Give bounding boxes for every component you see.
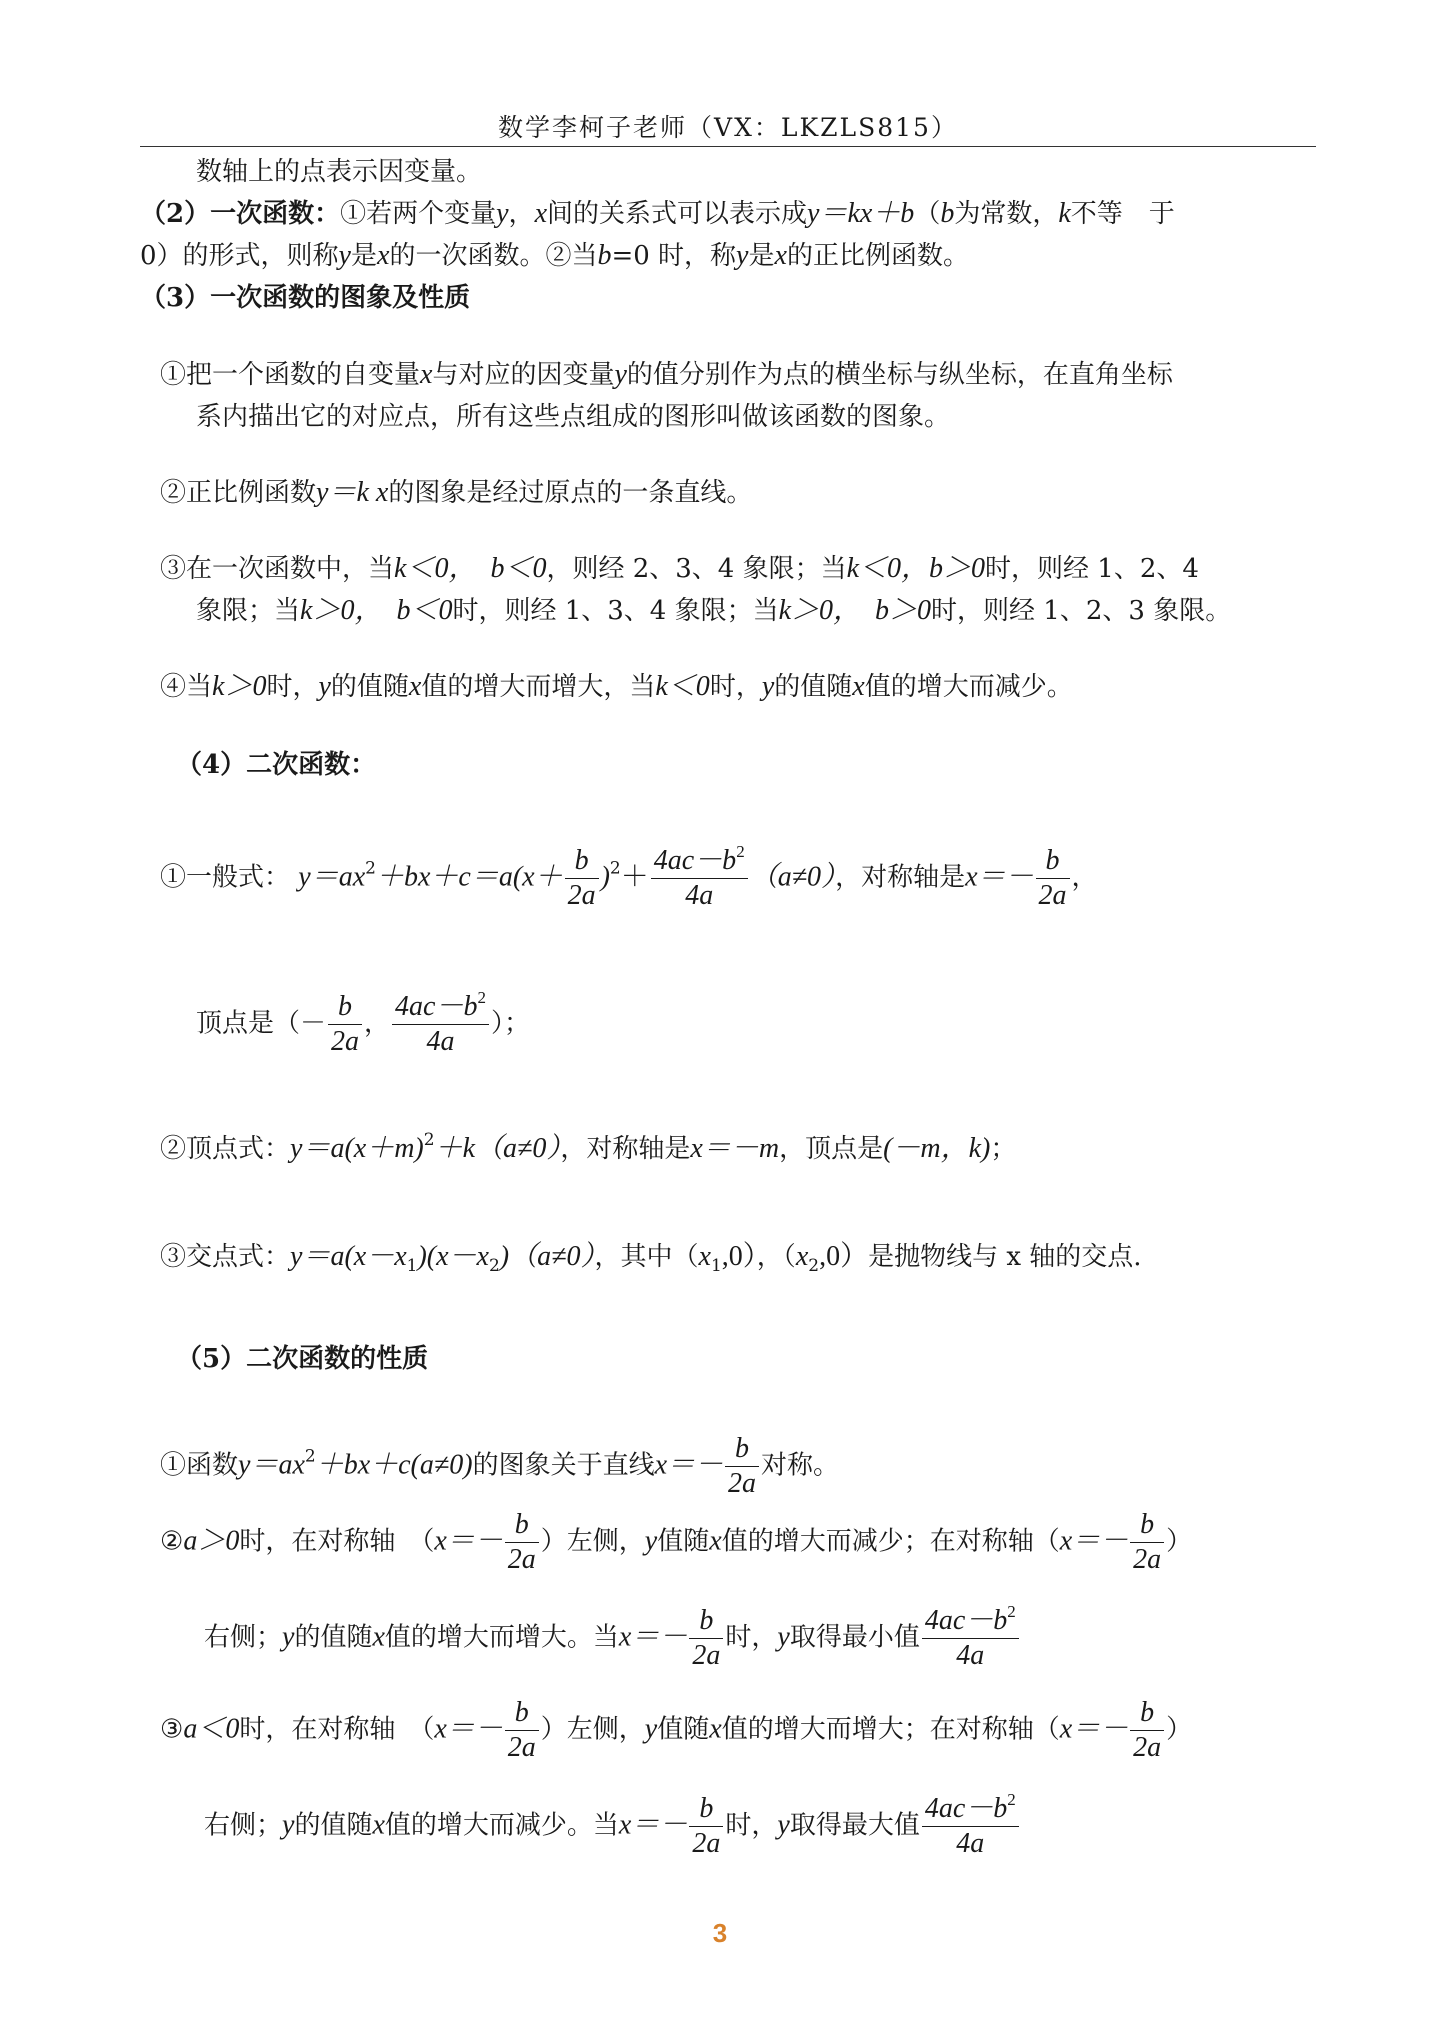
fraction: $\frac{4ac-b^2}{4a}$ [392, 990, 489, 1059]
fraction: $\frac{b}{2a}$ [328, 990, 362, 1059]
page-number: 3 [712, 1918, 728, 1948]
fraction: $\frac{b}{2a}$ [1130, 1696, 1164, 1765]
paragraph-s3-p1-l2: 系内描出它的对应点，所有这些点组成的图形叫做该函数的图象。 [196, 402, 951, 432]
paragraph-s3-p2: ②正比例函数y＝k x的图象是经过原点的一条直线。 [160, 477, 753, 508]
paragraph-s5-p2-l2: 右侧；y的值随x值的增大而增大。当x＝－ $\frac{b}{2a}$ 时，y取得最小值 $\frac{4ac-b^2}{4a}$ [204, 1604, 1021, 1673]
paragraph-s2-l1: （2）一次函数：①若两个变量y，x间的关系式可以表示成y＝kx＋b（b为常数，k不等 于 [140, 198, 1175, 229]
fraction: $\frac{b}{2a}$ [505, 1508, 539, 1577]
paragraph-s3-p1: ①把一个函数的自变量x与对应的因变量y的值分别作为点的横坐标与纵坐标，在直角坐标 [160, 359, 1173, 390]
paragraph-s5-p2-l1: ②a＞0时，在对称轴 （x＝－ $\frac{b}{2a}$ ）左侧，y值随x值的增大而减少；在对称轴（x＝－ $\frac{b}{2a}$ ） [160, 1509, 1193, 1575]
paragraph-s5-p3-l1: ③a＜0时，在对称轴 （x＝－ $\frac{b}{2a}$ ）左侧，y值随x值的增大而增大；在对称轴（x＝－ $\frac{b}{2a}$ ） [160, 1697, 1193, 1763]
formula-vertex-form: ②顶点式：$y=a(x+m)^2+k(a\ne 0)$，对称轴是x＝－m，顶点是(－m，k)； [160, 1130, 1017, 1164]
paragraph-s5-p1: ①函数$y=ax^2+bx+c(a\ne 0)$的图象关于直线x＝－ $\frac{b}{2a}$ 对称。 [160, 1433, 840, 1499]
section-heading: （3）一次函数的图象及性质 [140, 283, 471, 313]
fraction: $\frac{b}{2a}$ [725, 1432, 759, 1501]
formula-general-form: ①一般式： $y=ax^2+bx+c=a(x+$ $\frac{b}{2a}$ )$^2$＋ $\frac{4ac-b^2}{4a}$ （a≠0），对称轴是x＝－ $\frac{b}{2a}$ ， [160, 842, 1098, 911]
section-heading: （2）一次函数： [140, 199, 341, 229]
vertex-line: 顶点是（－ $\frac{b}{2a}$ ， $\frac{4ac-b^2}{4a}$ ）； [196, 988, 530, 1057]
page-header: 数学李柯子老师（VX：LKZLS815） [140, 108, 1316, 147]
fraction: $\frac{b}{2a}$ [1036, 844, 1070, 913]
paragraph-s3-p4: ④当k＞0时，y的值随x值的增大而增大，当k＜0时，y的值随x值的增大而减少。 [160, 671, 1073, 702]
formula: y＝k x [316, 477, 389, 508]
formula: y＝kx＋b [807, 198, 915, 229]
fraction: $\frac{b}{2a}$ [565, 844, 599, 913]
fraction: $\frac{4ac-b^2}{4a}$ [922, 1792, 1019, 1861]
text-line: 数轴上的点表示因变量。 [196, 157, 483, 187]
fraction: $\frac{4ac-b^2}{4a}$ [922, 1604, 1019, 1673]
section-heading: （5）二次函数的性质 [176, 1344, 429, 1374]
fraction: $\frac{4ac-b^2}{4a}$ [651, 844, 748, 913]
section-heading: （4）二次函数： [176, 750, 377, 780]
paragraph-s2-l2: 0）的形式，则称y是x的一次函数。②当b=0 时，称y是x的正比例函数。 [140, 240, 969, 271]
paragraph-s5-p3-l2: 右侧；y的值随x值的增大而减少。当x＝－ $\frac{b}{2a}$ 时，y取得最大值 $\frac{4ac-b^2}{4a}$ [204, 1792, 1021, 1861]
fraction: $\frac{b}{2a}$ [1130, 1508, 1164, 1577]
fraction: $\frac{b}{2a}$ [689, 1792, 723, 1861]
fraction: $\frac{b}{2a}$ [689, 1604, 723, 1673]
paragraph-s3-p3-l2: 象限；当k＞0， b＜0时，则经 1、3、4 象限；当k＞0， b＞0时，则经 1、2、3 象限。 [196, 595, 1232, 626]
formula-intercept-form: ③交点式：$y=a(x-x_1)(x-x_2)(a\ne 0)$，其中$(x_1,0)$，$(x_2,0)$是抛物线与 x 轴的交点. [160, 1241, 1142, 1276]
paragraph-s3-p3-l1: ③在一次函数中，当k＜0， b＜0，则经 2、3、4 象限；当k＜0，b＞0时，则经 1、2、4 [160, 553, 1199, 584]
fraction: $\frac{b}{2a}$ [505, 1696, 539, 1765]
